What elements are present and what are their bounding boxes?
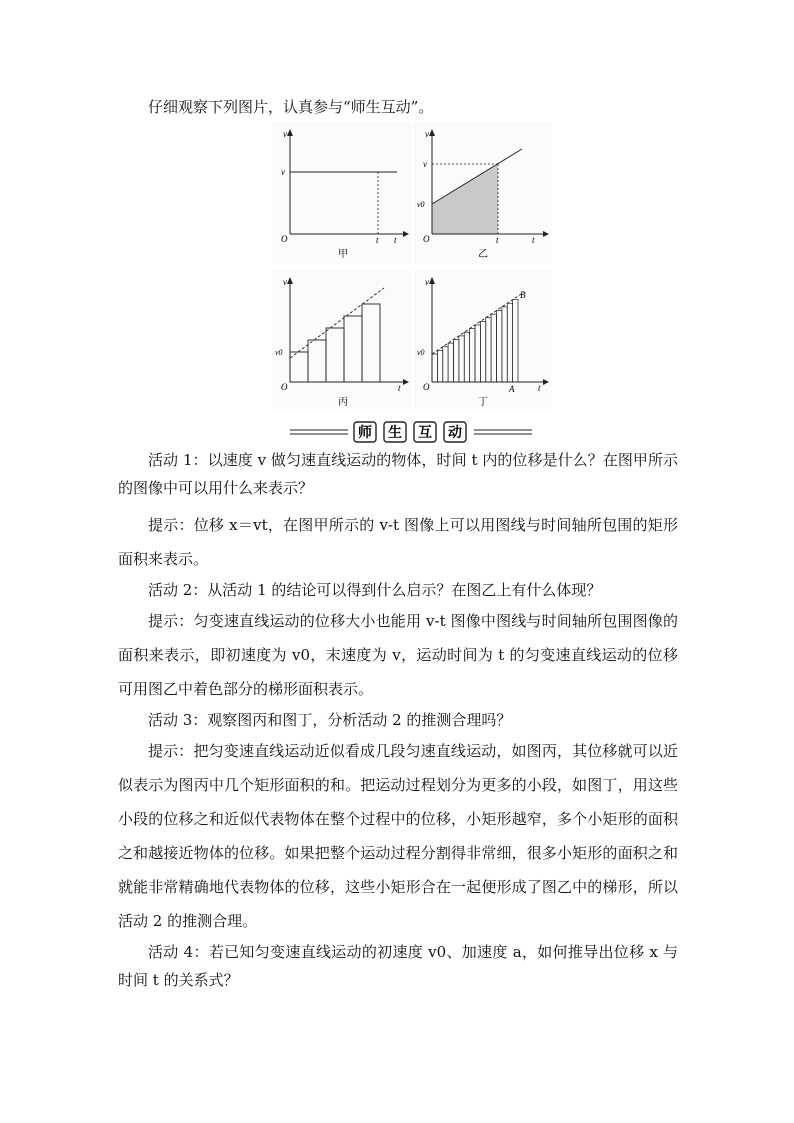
banner-char-2: 生 [388, 426, 402, 441]
banner-char-4: 动 [448, 426, 462, 441]
figure-yi [414, 122, 552, 264]
activity-4: 活动 4：若已知匀变速直线运动的初速度 v0、加速度 a，如何推导出位移 x 与时间 t 的关系式？ [118, 943, 678, 989]
activity-1: 活动 1：以速度 v 做匀速直线运动的物体，时间 t 内的位移是什么？在图甲所示的图像中可以用什么来表示？ [118, 451, 678, 497]
activity-content [118, 446, 678, 994]
intro-text: 仔细观察下列图片，认真参与“师生互动”。 [148, 98, 434, 116]
hint-3: 提示：把匀变速直线运动近似看成几段匀速直线运动，如图丙，其位移就可以近似表示为图丙中几个矩形面积的和。把运动过程划分为更多的小段，如图丁，用这些小段的位移之和近似代表物体在整个过程中的位移，小矩形越窄，多个小矩形的面积之和越接近物体的位移。如果把整个运动过程分割得非常细，很多小矩形的面积之和就能非常精确地代表物体的位移，这些小矩形合在一起便形成了图乙中的梯形，所以活动 2 的推测合理。 [118, 742, 678, 930]
banner-box-2 [384, 422, 406, 442]
banner-char-1: 师 [358, 426, 372, 441]
bing-x-axis: t [398, 383, 401, 393]
activity-2: 活动 2：从活动 1 的结论可以得到什么启示？在图乙上有什么体现？ [148, 581, 602, 599]
yi-caption: 乙 [478, 249, 488, 260]
yi-y-axis: v [425, 129, 429, 139]
hint-1: 提示：位移 x＝vt，在图甲所示的 v-t 图像上可以用图线与时间轴所包围的矩形面积来表示。 [118, 516, 678, 568]
ding-x-axis: t [538, 383, 541, 393]
figure-jia [272, 122, 412, 264]
banner-box-3 [414, 422, 436, 442]
jia-origin: O [281, 234, 288, 244]
jia-t-label: t [376, 235, 379, 245]
hint-2: 提示：匀变速直线运动的位移大小也能用 v-t 图像中图线与时间轴所包围图像的面积来表示，即初速度为 v0，末速度为 v，运动时间为 t 的匀变速直线运动的位移可用图乙中着色部分的梯形面积表示。 [118, 612, 678, 698]
bing-origin: O [281, 382, 288, 392]
yi-t-label: t [496, 235, 499, 245]
section-banner [286, 421, 536, 445]
jia-y-axis: v [283, 129, 287, 139]
yi-origin: O [423, 234, 430, 244]
bing-caption: 丙 [338, 397, 348, 408]
figure-ding [414, 270, 552, 412]
banner-box-4 [444, 422, 466, 442]
ding-b-label: B [520, 290, 526, 300]
bing-y-axis: v [283, 277, 287, 287]
banner-box-1 [354, 422, 376, 442]
jia-x-axis: t [394, 235, 397, 245]
figure-group [272, 122, 552, 412]
yi-v0-label: v0 [417, 200, 425, 209]
yi-x-axis: t [532, 235, 535, 245]
jia-v-label: v [281, 167, 285, 177]
ding-v0-label: v0 [417, 348, 425, 357]
ding-origin: O [423, 382, 430, 392]
figure-bing [272, 270, 412, 412]
ding-y-axis: v [425, 277, 429, 287]
ding-caption: 丁 [478, 397, 488, 408]
ding-a-label: A [509, 384, 515, 394]
jia-caption: 甲 [338, 249, 348, 260]
activity-3: 活动 3：观察图丙和图丁，分析活动 2 的推测合理吗？ [148, 711, 512, 729]
yi-v-label: v [423, 159, 427, 169]
banner-char-3: 互 [418, 426, 432, 441]
bing-v0-label: v0 [275, 348, 283, 357]
